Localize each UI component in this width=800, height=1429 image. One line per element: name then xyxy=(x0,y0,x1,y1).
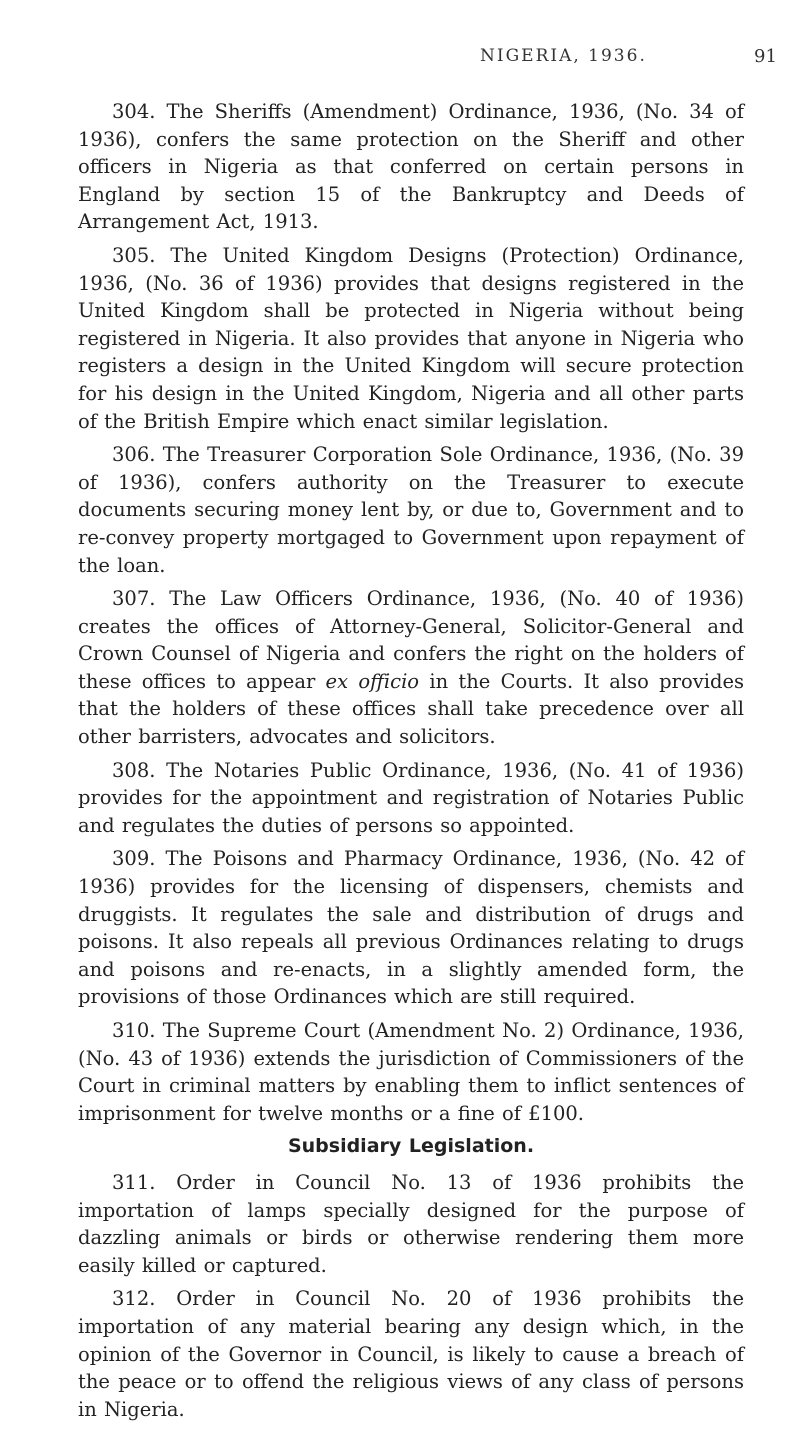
paragraph-number: 312. xyxy=(112,1287,156,1311)
running-head xyxy=(0,46,800,70)
paragraph-text: The Poisons and Pharmacy Ordinance, 1936, (No. 42 of 1936) provides for the licensing of dispensers, chemists and druggists. It regulates the sale and distribution of drugs and poisons. It also repeals all previous Ordinances relating to drugs and poisons and re-enacts, in a slightly amended form, the provisions of those Ordinances which are still required. xyxy=(78,847,745,1009)
paragraph-number: 305. xyxy=(112,243,156,267)
section-heading: Subsidiary Legislation. xyxy=(287,1135,535,1158)
paragraph-number: 309. xyxy=(112,847,156,871)
paragraph-305 xyxy=(78,242,744,435)
paragraph-number: 307. xyxy=(112,587,156,611)
paragraph-311 xyxy=(78,1169,744,1279)
latin-phrase: ex officio xyxy=(325,669,420,693)
paragraph-text-continued: in the Courts. It also provides that the holders of these offices shall take precedence over all other barristers, advocates and solicitors. xyxy=(78,669,745,749)
paragraph-number: 310. xyxy=(112,1019,156,1042)
paragraph-text: Order in Council No. 20 of 1936 prohibits the importation of any material bearing any design which, in the opinion of the Governor in Council, is likely to cause a breach of the peace or to offend the religious views of any class of persons in Nigeria. xyxy=(78,1287,744,1421)
paragraph-text: The Law Officers Ordinance, 1936, (No. 40 of 1936) creates the offices of Attorney-General, Solicitor-General and Crown Counsel of Nigeria and confers the right on the holders of these offices to appear xyxy=(78,587,744,693)
paragraph-number: 306. xyxy=(112,443,156,467)
paragraph-text: The Supreme Court (Amendment No. 2) Ordinance, 1936, (No. 43 of 1936) extends the jurisdiction of Commissioners of the Court in criminal matters by enabling them to inflict sentences of imprisonment for twelve months or a fine of £100. xyxy=(78,1019,745,1125)
paragraph-312 xyxy=(78,1285,744,1423)
paragraph-text: The Treasurer Corporation Sole Ordinance, 1936, (No. 39 of 1936), confers authority on the Treasurer to execute documents securing money lent by, or due to, Government and to re-convey property mortgaged to Government upon repayment of the loan. xyxy=(78,443,744,577)
body-text xyxy=(78,98,744,1429)
paragraph-number: 311. xyxy=(112,1170,156,1194)
paragraph-text: The Sheriffs (Amendment) Ordinance, 1936, (No. 34 of 1936), confers the same protection on the Sheriff and other officers in Nigeria as that conferred on certain persons in England by section 15 of the Bankruptcy and Deeds of Arrangement Act, 1913. xyxy=(78,100,744,234)
paragraph-text: The Notaries Public Ordinance, 1936, (No. 41 of 1936) provides for the appointment and registration of Notaries Public and regulates the duties of persons so appointed. xyxy=(78,758,744,837)
paragraph-306 xyxy=(78,441,744,579)
running-title: NIGERIA, 1936. xyxy=(480,46,647,66)
paragraph-310 xyxy=(78,1017,744,1127)
paragraph-307 xyxy=(78,585,744,751)
paragraph-number: 304. xyxy=(112,100,156,123)
paragraph-text: The United Kingdom Designs (Protection) Ordinance, 1936, (No. 36 of 1936) provides that designs registered in the United Kingdom shall be protected in Nigeria without being registered in Nigeria. It also provides that anyone in Nigeria who registers a design in the United Kingdom will secure protection for his design in the United Kingdom, Nigeria and all other parts of the British Empire which enact similar legislation. xyxy=(78,243,744,433)
paragraph-number: 308. xyxy=(112,758,156,782)
paragraph-text: Order in Council No. 13 of 1936 prohibits the importation of lamps specially designed for the purpose of dazzling animals or birds or otherwise rendering them more easily killed or captured. xyxy=(78,1170,744,1277)
page-number: 91 xyxy=(754,46,777,67)
paragraph-309 xyxy=(78,845,744,1011)
paragraph-304 xyxy=(78,98,744,236)
paragraph-308 xyxy=(78,757,744,840)
